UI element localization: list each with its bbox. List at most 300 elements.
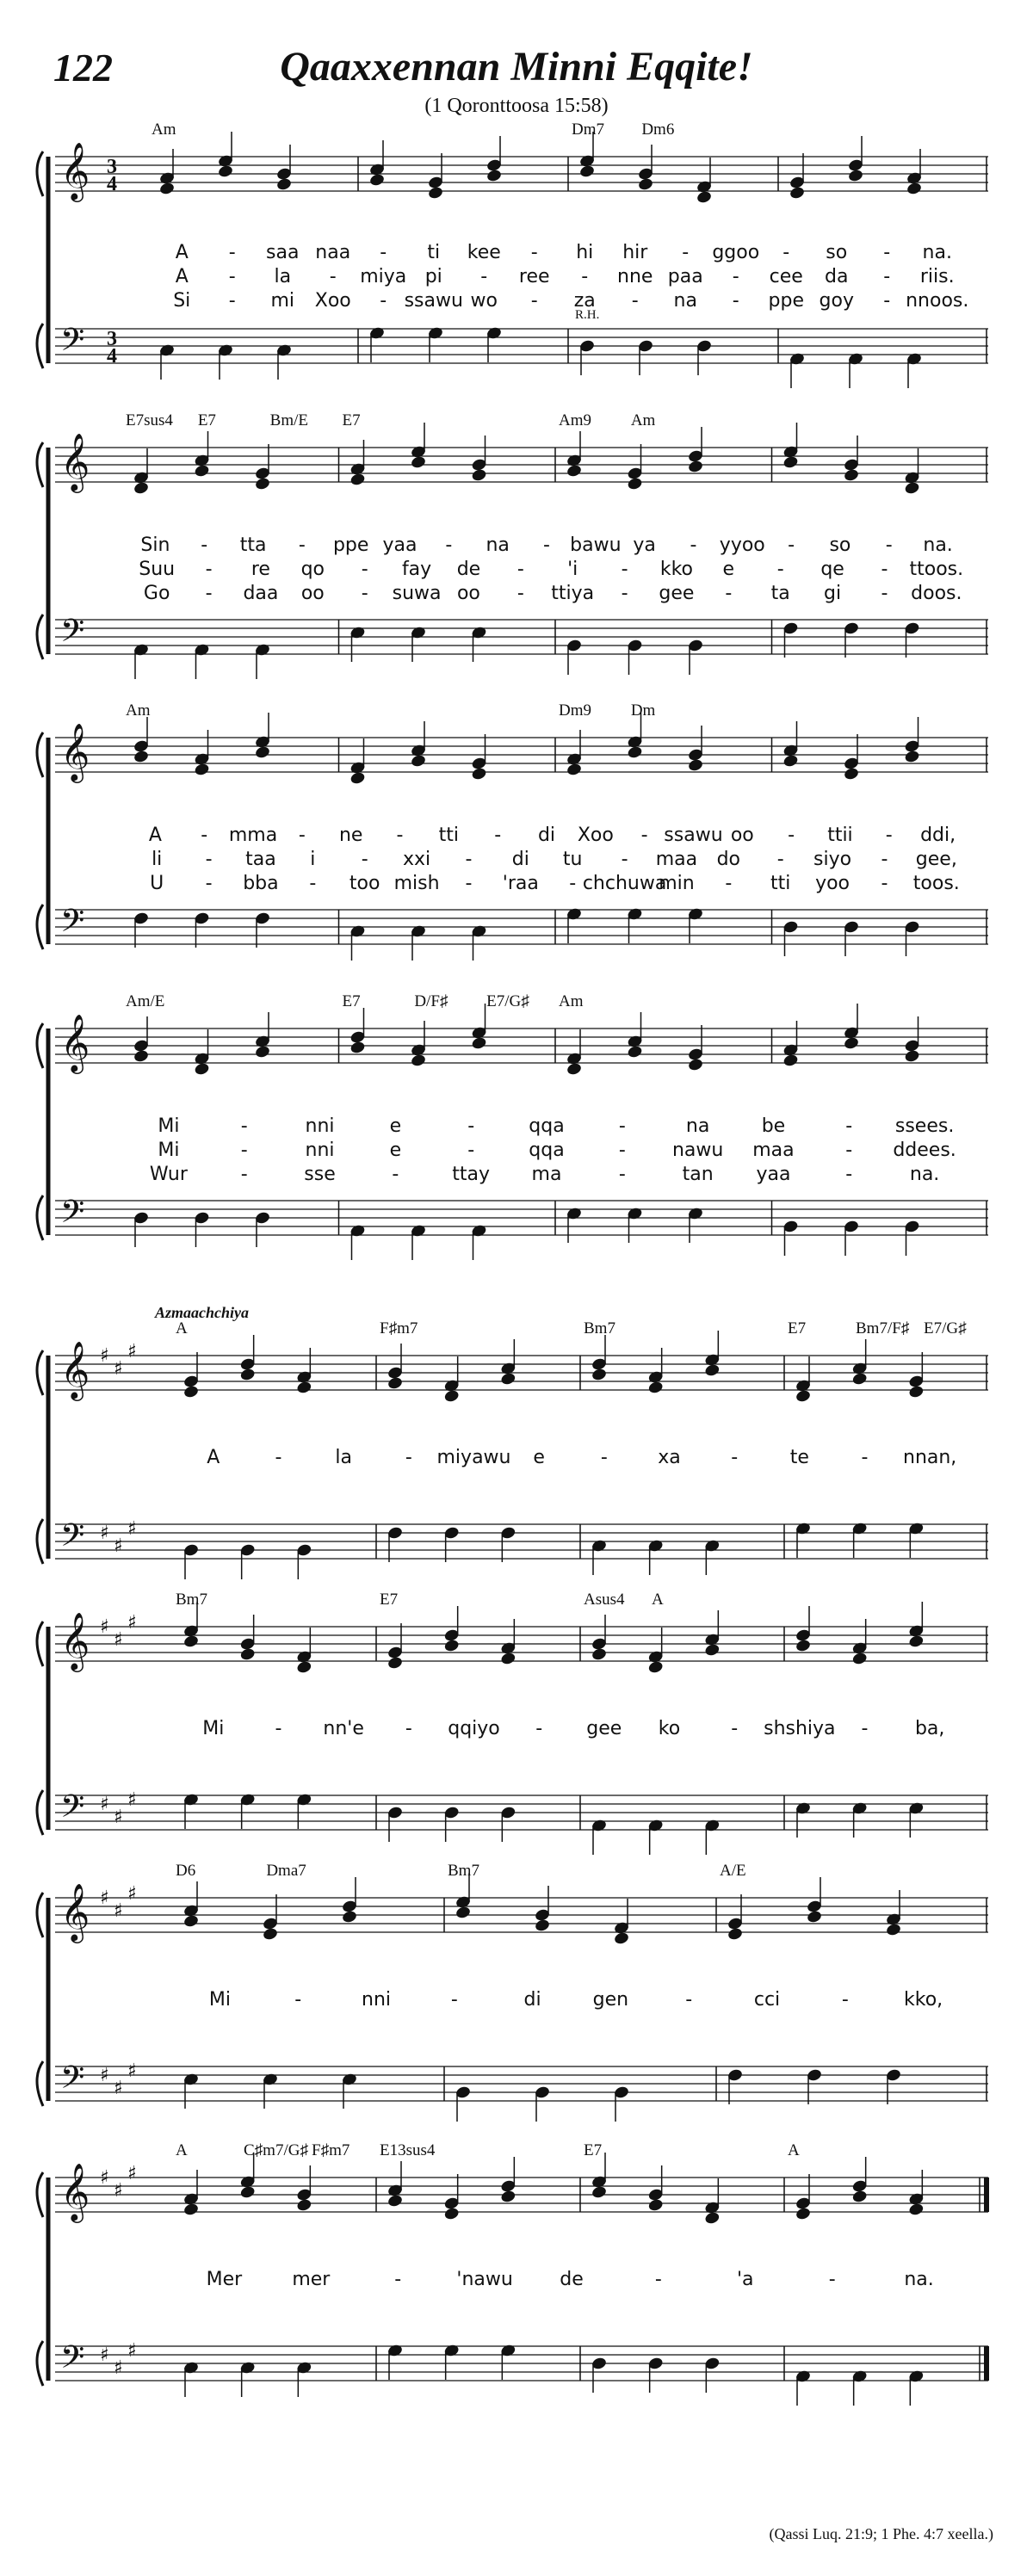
lyric-syllable: ya xyxy=(633,534,656,556)
system-bracket xyxy=(37,1622,43,1835)
lyric-syllable: - xyxy=(885,825,893,846)
sharp-icon: ♯ xyxy=(100,2167,109,2189)
lyric-syllable: - xyxy=(201,825,208,846)
lyric-syllable: nnan, xyxy=(903,1447,957,1468)
lyric-syllable: 'i xyxy=(567,559,578,580)
lyric-syllable: - xyxy=(618,1140,626,1161)
lyric-syllable: so xyxy=(829,534,851,556)
lyric-syllable: - xyxy=(205,583,213,604)
lyric-syllable: di xyxy=(523,1989,541,2011)
treble-note xyxy=(410,1053,426,1068)
lyric-syllable: - xyxy=(275,1718,282,1739)
lyric-syllable: mer xyxy=(292,2269,331,2290)
treble-note xyxy=(500,1652,516,1666)
chord-symbol: Dm9 xyxy=(559,701,591,720)
lyric-syllable: wo xyxy=(470,290,498,312)
chord-symbol: E7 xyxy=(788,1319,807,1337)
chord-symbol: E7/G♯ xyxy=(924,1319,967,1337)
time-signature-bottom: 4 xyxy=(107,345,117,368)
treble-note xyxy=(341,1910,357,1924)
lyric-syllable: ddees. xyxy=(893,1140,956,1161)
lyric-syllable: - xyxy=(731,1447,739,1468)
lyric-syllable: ttoos. xyxy=(909,559,964,580)
lyric-syllable: so xyxy=(826,242,848,263)
lyric-syllable: qqa xyxy=(529,1115,565,1137)
lyric-syllable: ko xyxy=(658,1718,681,1739)
treble-clef-icon: 𝄞 xyxy=(60,2162,90,2221)
chord-symbol: E7/G♯ xyxy=(486,992,529,1010)
treble-note xyxy=(789,186,805,201)
chord-symbol: A xyxy=(176,2141,188,2159)
chord-symbol: Am xyxy=(559,992,584,1010)
lyric-syllable: re xyxy=(251,559,270,580)
lyric-syllable: - xyxy=(618,1115,626,1137)
sharp-icon: ♯ xyxy=(114,1358,123,1380)
treble-note xyxy=(904,481,920,496)
bass-clef-icon: 𝄢 xyxy=(60,2339,85,2383)
scripture-reference: (1 Qoronttoosa 15:58) xyxy=(424,95,609,117)
chord-symbol: Bm7 xyxy=(448,1862,479,1880)
lyric-syllable: - xyxy=(450,1989,458,2011)
lyric-syllable: nawu xyxy=(671,1140,724,1161)
lyric-syllable: - xyxy=(782,242,790,263)
lyric-syllable: - xyxy=(621,559,628,580)
lyric-syllable: - xyxy=(731,1718,739,1739)
lyric-syllable: - xyxy=(841,1989,849,2011)
lyric-syllable: - xyxy=(201,534,208,556)
lyric-syllable: - xyxy=(885,534,893,556)
lyric-syllable: - xyxy=(621,583,628,604)
system-bracket xyxy=(37,442,43,659)
treble-note xyxy=(443,2207,460,2221)
lyric-syllable: A xyxy=(207,1447,220,1468)
lyric-syllable: miyawu xyxy=(436,1447,511,1468)
sharp-icon: ♯ xyxy=(100,1616,109,1638)
lyric-syllable: ggoo xyxy=(712,242,760,263)
treble-note xyxy=(795,1639,811,1653)
chord-symbol: A xyxy=(788,2141,800,2159)
lyric-syllable: - xyxy=(329,266,337,287)
treble-note xyxy=(217,164,233,179)
chord-symbol: E7 xyxy=(342,992,361,1010)
lyric-syllable: qe xyxy=(820,559,844,580)
lyric-syllable: - xyxy=(621,849,628,870)
lyric-syllable: ne xyxy=(338,825,363,846)
lyric-syllable: ssawu xyxy=(664,825,723,846)
treble-note xyxy=(349,771,366,786)
lyric-syllable: na. xyxy=(909,1164,940,1185)
treble-note xyxy=(904,1049,920,1064)
chord-symbol: F♯m7 xyxy=(312,2141,350,2159)
sharp-icon: ♯ xyxy=(114,1535,123,1557)
treble-note xyxy=(696,190,712,205)
treble-note xyxy=(906,182,922,196)
time-signature-top: 3 xyxy=(107,328,117,350)
treble-note xyxy=(254,477,270,491)
treble-note xyxy=(534,1918,550,1933)
treble-clef-icon: 𝄞 xyxy=(60,1611,90,1670)
treble-note xyxy=(443,1639,460,1653)
lyric-syllable: Mi xyxy=(208,1989,231,2011)
chord-symbol: Bm7 xyxy=(176,1591,207,1609)
lyric-syllable: - xyxy=(732,290,739,312)
lyric-syllable: do xyxy=(716,849,741,870)
lyric-syllable: Mer xyxy=(206,2269,243,2290)
chord-symbol: C♯m7/G♯ xyxy=(244,2141,308,2159)
lyric-syllable: di xyxy=(511,849,529,870)
treble-note xyxy=(500,1372,516,1387)
chord-symbol: Bm7/F♯ xyxy=(856,1319,910,1337)
treble-note xyxy=(471,767,487,781)
lyric-syllable: e xyxy=(722,559,735,580)
lyric-syllable: bba xyxy=(243,873,279,894)
treble-note xyxy=(851,2190,868,2204)
treble-note xyxy=(704,2211,721,2226)
lyric-syllable: cee xyxy=(769,266,803,287)
chord-symbol: D/F♯ xyxy=(414,992,448,1010)
treble-note xyxy=(704,1363,721,1378)
lyric-syllable: - xyxy=(861,1718,869,1739)
chord-symbol: Dm xyxy=(630,701,656,720)
lyric-syllable: - xyxy=(725,873,733,894)
lyric-syllable: ssawu xyxy=(404,290,463,312)
lyric-syllable: na. xyxy=(904,2269,934,2290)
sharp-icon: ♯ xyxy=(127,1883,137,1905)
sharp-icon: ♯ xyxy=(100,1794,109,1815)
lyric-syllable: A xyxy=(175,242,189,263)
treble-note xyxy=(806,1910,822,1924)
treble-note xyxy=(349,1041,366,1055)
sharp-icon: ♯ xyxy=(114,1900,123,1922)
treble-note xyxy=(368,173,385,188)
treble-note xyxy=(908,1385,925,1399)
treble-note xyxy=(885,1923,901,1937)
chord-symbol: Bm7 xyxy=(584,1319,615,1337)
hymn-number: 122 xyxy=(53,46,113,90)
lyric-syllable: - xyxy=(631,290,639,312)
treble-note xyxy=(843,468,859,483)
treble-note xyxy=(591,1368,607,1382)
chord-symbol: E7 xyxy=(584,2141,603,2159)
treble-note xyxy=(613,1931,629,1946)
lyric-syllable: ttay xyxy=(452,1164,491,1185)
lyric-syllable: - xyxy=(380,242,387,263)
chord-symbol: E7 xyxy=(197,411,216,429)
lyric-syllable: tan xyxy=(682,1164,714,1185)
lyric-syllable: ttiya xyxy=(551,583,595,604)
rh-marking: R.H. xyxy=(575,308,600,322)
treble-note xyxy=(158,182,175,196)
lyric-syllable: - xyxy=(361,583,368,604)
lyric-syllable: ree xyxy=(518,266,550,287)
lyric-syllable: daa xyxy=(243,583,279,604)
time-signature-top: 3 xyxy=(107,156,117,178)
treble-note xyxy=(387,1376,403,1391)
lyric-syllable: da xyxy=(825,266,849,287)
lyric-syllable: ti xyxy=(427,242,441,263)
treble-note xyxy=(239,1368,256,1382)
lyric-syllable: naa xyxy=(315,242,351,263)
treble-note xyxy=(262,1927,278,1942)
lyric-syllable: di xyxy=(537,825,556,846)
system-bracket xyxy=(37,151,43,368)
treble-note xyxy=(687,460,703,474)
system-bracket xyxy=(37,732,43,949)
treble-note xyxy=(349,473,366,487)
treble-note xyxy=(254,745,270,760)
lyric-syllable: yaa xyxy=(756,1164,791,1185)
sharp-icon: ♯ xyxy=(100,1887,109,1909)
lyric-syllable: oo xyxy=(456,583,480,604)
treble-note xyxy=(500,2190,516,2204)
lyric-syllable: - xyxy=(240,1115,248,1137)
system-5 xyxy=(37,1331,988,1579)
lyric-syllable: sse xyxy=(304,1164,336,1185)
lyric-syllable: U xyxy=(150,873,164,894)
lyric-syllable: A xyxy=(148,825,162,846)
lyric-syllable: Sin xyxy=(140,534,170,556)
treble-note xyxy=(647,1381,664,1395)
lyric-syllable: kko, xyxy=(904,1989,943,2011)
treble-note xyxy=(182,1385,199,1399)
lyric-syllable: yyoo xyxy=(719,534,765,556)
lyric-syllable: - xyxy=(654,2269,662,2290)
chord-symbol: Am9 xyxy=(559,411,591,429)
lyric-syllable: gee xyxy=(659,583,695,604)
lyric-syllable: - xyxy=(298,825,306,846)
treble-note xyxy=(904,750,920,764)
lyric-syllable: Wur xyxy=(149,1164,188,1185)
lyric-syllable: - xyxy=(396,825,404,846)
lyric-syllable: de xyxy=(560,2269,584,2290)
lyric-syllable: - xyxy=(516,559,524,580)
lyric-syllable: - xyxy=(569,873,577,894)
treble-clef-icon: 𝄞 xyxy=(60,1340,90,1399)
treble-note xyxy=(782,754,799,769)
lyric-syllable: - xyxy=(883,266,891,287)
tempo-marking: Azmaachchiya xyxy=(155,1304,250,1321)
lyric-syllable: qqa xyxy=(529,1140,565,1161)
lyric-syllable: kee xyxy=(467,242,501,263)
lyric-syllable: - xyxy=(405,1447,412,1468)
treble-note xyxy=(387,2194,403,2208)
treble-note xyxy=(566,464,582,479)
treble-note xyxy=(471,468,487,483)
treble-note xyxy=(486,169,502,183)
lyric-syllable: Xoo xyxy=(314,290,351,312)
lyric-syllable: Xoo xyxy=(577,825,614,846)
treble-note xyxy=(182,1914,199,1929)
lyric-syllable: nne xyxy=(617,266,653,287)
lyric-syllable: shshiya xyxy=(764,1718,836,1739)
lyric-syllable: paa xyxy=(667,266,703,287)
treble-note xyxy=(687,1058,703,1072)
sharp-icon: ♯ xyxy=(127,1612,137,1634)
treble-note xyxy=(591,1647,607,1662)
chord-symbol: Asus4 xyxy=(584,1591,625,1609)
lyric-syllable: ppe xyxy=(768,290,804,312)
lyric-syllable: - xyxy=(845,1140,853,1161)
lyric-syllable: - xyxy=(228,242,236,263)
system-6 xyxy=(37,1602,988,1855)
treble-note xyxy=(275,177,292,192)
lyric-syllable: - xyxy=(845,1115,853,1137)
treble-note xyxy=(647,2198,664,2213)
treble-clef-icon: 𝄞 xyxy=(60,141,90,200)
lyric-syllable: tti xyxy=(438,825,460,846)
system-bracket xyxy=(37,1350,43,1564)
lyric-syllable: 'nawu xyxy=(456,2269,513,2290)
treble-note xyxy=(851,1652,868,1666)
treble-note xyxy=(727,1927,743,1942)
lyric-syllable: A xyxy=(175,266,189,287)
lyric-syllable: suwa xyxy=(392,583,442,604)
chord-symbol: Dma7 xyxy=(266,1862,306,1880)
lyric-syllable: - xyxy=(776,849,784,870)
lyric-syllable: saa xyxy=(266,242,300,263)
lyric-syllable: - xyxy=(581,266,589,287)
treble-clef-icon: 𝄞 xyxy=(60,722,90,781)
treble-note xyxy=(296,1660,312,1675)
system-bracket xyxy=(37,1023,43,1240)
treble-note xyxy=(795,2207,811,2221)
lyric-syllable: - xyxy=(240,1164,248,1185)
lyric-syllable: la xyxy=(274,266,292,287)
lyric-syllable: tu xyxy=(562,849,583,870)
lyric-syllable: - xyxy=(881,583,888,604)
lyric-syllable: - xyxy=(467,1115,475,1137)
chord-symbol: E7 xyxy=(342,411,361,429)
lyric-syllable: - xyxy=(788,534,795,556)
treble-note xyxy=(795,1389,811,1404)
sharp-icon: ♯ xyxy=(100,1345,109,1367)
treble-note xyxy=(471,1036,487,1051)
lyric-syllable: - xyxy=(275,1447,282,1468)
treble-note xyxy=(133,481,149,496)
lyric-syllable: - xyxy=(228,290,236,312)
lyric-syllable: ppe xyxy=(332,534,369,556)
lyric-syllable: ma xyxy=(531,1164,562,1185)
lyric-syllable: e xyxy=(389,1140,402,1161)
chord-symbol: Dm6 xyxy=(641,120,675,139)
lyric-syllable: - xyxy=(361,559,368,580)
lyric-syllable: ddi, xyxy=(920,825,956,846)
lyric-syllable: na xyxy=(486,534,510,556)
lyric-syllable: - xyxy=(240,1140,248,1161)
lyric-syllable: hi xyxy=(576,242,594,263)
treble-note xyxy=(254,1045,270,1059)
system-bracket xyxy=(37,2172,43,2386)
treble-note xyxy=(410,754,426,769)
sharp-icon: ♯ xyxy=(127,2163,137,2184)
lyric-syllable: - xyxy=(640,825,648,846)
bass-clef-icon: 𝄢 xyxy=(60,2060,85,2103)
sharp-icon: ♯ xyxy=(100,1523,109,1544)
lyric-syllable: ssees. xyxy=(894,1115,955,1137)
lyric-syllable: - xyxy=(394,2269,402,2290)
treble-note xyxy=(194,763,210,777)
lyric-syllable: doos. xyxy=(911,583,962,604)
treble-note xyxy=(578,164,595,179)
treble-note xyxy=(627,745,643,760)
lyric-syllable: mish xyxy=(393,873,440,894)
lyric-syllable: - xyxy=(205,849,213,870)
lyric-syllable: toos. xyxy=(912,873,960,894)
lyric-syllable: xa xyxy=(658,1447,681,1468)
lyric-syllable: maa xyxy=(752,1140,795,1161)
lyric-syllable: Si xyxy=(173,290,191,312)
lyric-syllable: na xyxy=(685,1115,710,1137)
chord-symbol: Am/E xyxy=(126,992,165,1010)
lyric-syllable: i xyxy=(310,849,316,870)
lyric-syllable: li xyxy=(152,849,163,870)
treble-note xyxy=(239,2185,256,2200)
lyric-syllable: - xyxy=(690,534,697,556)
treble-note xyxy=(637,177,653,192)
treble-note xyxy=(182,1634,199,1649)
lyric-syllable: - xyxy=(883,290,891,312)
lyric-syllable: la xyxy=(335,1447,352,1468)
treble-note xyxy=(296,1381,312,1395)
treble-note xyxy=(627,477,643,491)
treble-note xyxy=(194,1062,210,1077)
sharp-icon: ♯ xyxy=(127,2060,137,2082)
lyric-syllable: yoo xyxy=(815,873,851,894)
lyric-syllable: fay xyxy=(401,559,432,580)
sharp-icon: ♯ xyxy=(114,2180,123,2202)
lyric-syllable: - xyxy=(828,2269,836,2290)
sharp-icon: ♯ xyxy=(100,2344,109,2366)
chord-symbol: Bm/E xyxy=(269,411,309,429)
lyric-syllable: hir xyxy=(622,242,648,263)
lyric-syllable: yaa xyxy=(382,534,418,556)
treble-note xyxy=(847,169,863,183)
lyric-syllable: - xyxy=(380,290,387,312)
lyric-syllable: nni xyxy=(305,1115,335,1137)
chord-symbol: Dm7 xyxy=(572,120,604,139)
treble-note xyxy=(410,455,426,470)
chord-symbol: E7 xyxy=(380,1591,399,1609)
lyric-syllable: qqiyo xyxy=(448,1718,500,1739)
system-bracket xyxy=(37,1893,43,2106)
treble-note xyxy=(704,1643,721,1658)
lyric-syllable: - xyxy=(682,242,690,263)
bass-clef-icon: 𝄢 xyxy=(60,1194,85,1238)
lyric-syllable: - xyxy=(535,1718,543,1739)
lyric-syllable: - xyxy=(845,1164,853,1185)
lyric-syllable: - xyxy=(732,266,739,287)
lyric-syllable: xxi xyxy=(402,849,431,870)
sharp-icon: ♯ xyxy=(127,1341,137,1362)
lyric-syllable: gi xyxy=(824,583,842,604)
sharp-icon: ♯ xyxy=(127,1518,137,1540)
lyric-syllable: - xyxy=(205,873,213,894)
lyric-syllable: - xyxy=(881,559,888,580)
lyric-syllable: qo xyxy=(300,559,325,580)
lyric-syllable: na xyxy=(673,290,697,312)
lyric-syllable: - xyxy=(618,1164,626,1185)
sharp-icon: ♯ xyxy=(114,1807,123,1828)
lyric-syllable: Mi xyxy=(158,1115,180,1137)
lyric-syllable: siyo xyxy=(813,849,852,870)
lyric-syllable: be xyxy=(761,1115,786,1137)
lyric-syllable: - xyxy=(530,290,538,312)
treble-note xyxy=(687,758,703,773)
lyric-syllable: - xyxy=(543,534,550,556)
lyric-syllable: na. xyxy=(923,534,953,556)
time-signature-bottom: 4 xyxy=(107,173,117,195)
lyric-syllable: tta xyxy=(239,534,267,556)
